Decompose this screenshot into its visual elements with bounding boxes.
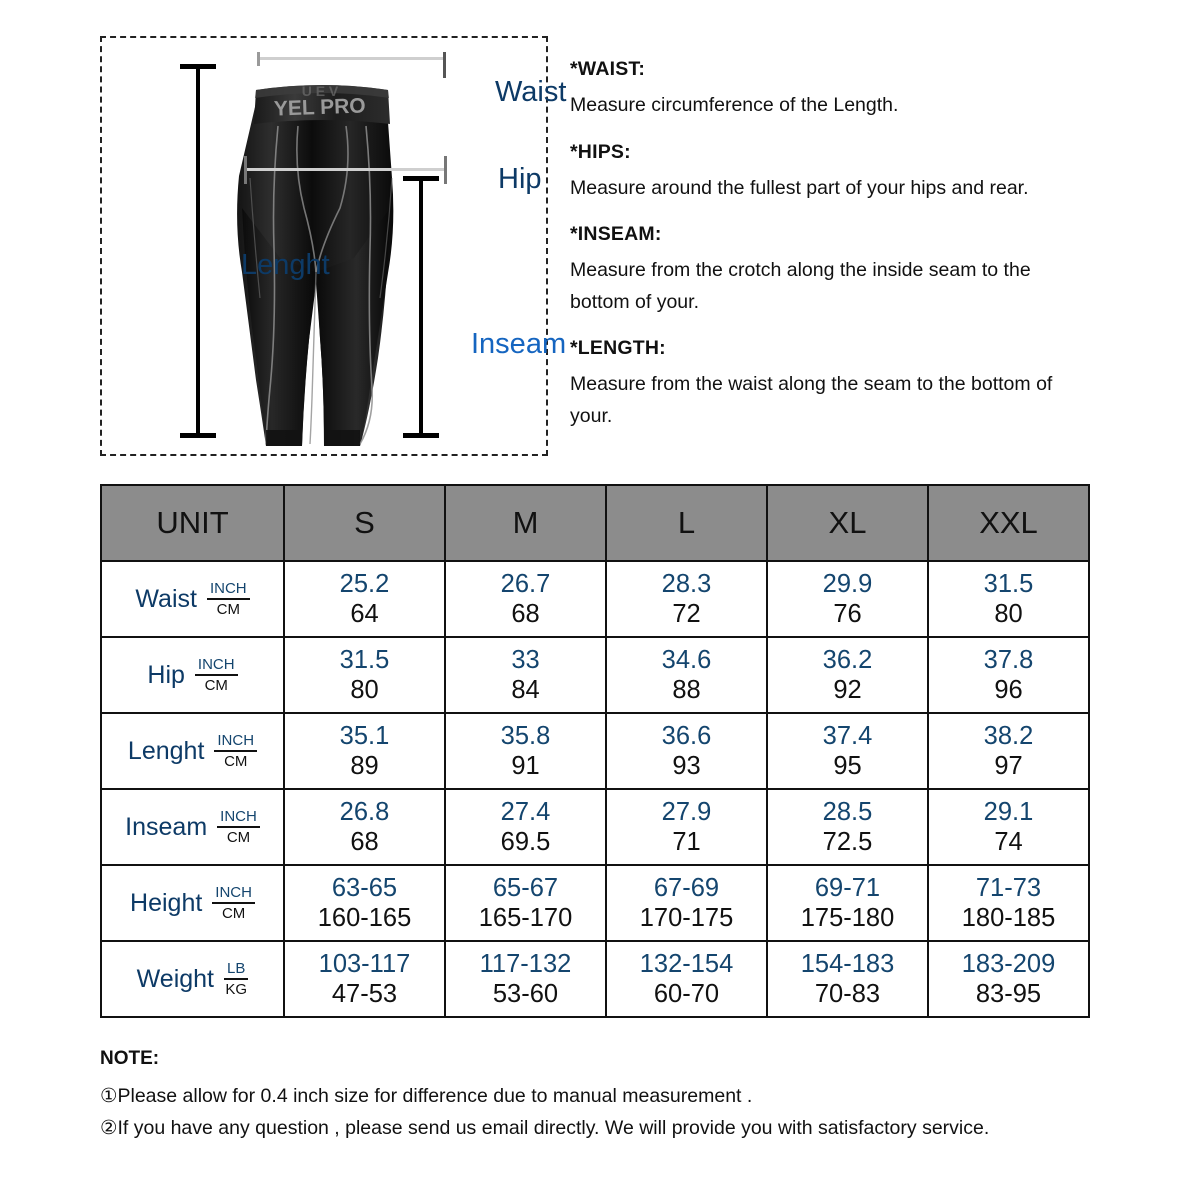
row-label: Lenght <box>127 736 205 765</box>
table-body <box>101 561 1089 1017</box>
length-measure-bracket <box>180 64 216 438</box>
row-unit-cell <box>101 941 284 1017</box>
waist-guide-tick-right <box>443 52 446 78</box>
table-cell <box>928 941 1089 1017</box>
cell-value-imperial: 65-67 <box>492 873 559 902</box>
cell-value-imperial: 117-132 <box>479 949 572 978</box>
cell-value-metric: 95 <box>833 752 862 780</box>
note-section <box>100 1048 1100 1144</box>
table-cell <box>606 789 767 865</box>
table-cell <box>767 713 928 789</box>
instruction-body: Measure from the crotch along the inside seam to the bottom of your. <box>570 259 1031 313</box>
unit-denominator: CM <box>221 904 246 922</box>
instruction-body: Measure from the waist along the seam to the bottom of your. <box>570 373 1053 427</box>
note-title: NOTE: <box>100 1048 160 1069</box>
unit-denominator: CM <box>226 828 251 846</box>
table-cell <box>284 637 445 713</box>
table-cell <box>445 637 606 713</box>
measurement-diagram <box>100 36 567 456</box>
cell-value-metric: 69.5 <box>500 828 551 856</box>
table-cell <box>284 865 445 941</box>
cell-value-metric: 72 <box>672 600 701 628</box>
column-header-xl: XL <box>767 485 928 561</box>
row-unit-cell <box>101 561 284 637</box>
cell-value-metric: 88 <box>672 676 701 704</box>
table-cell <box>928 865 1089 941</box>
cell-value-imperial: 69-71 <box>814 873 881 902</box>
table-cell <box>606 713 767 789</box>
table-cell <box>445 865 606 941</box>
table-cell <box>284 561 445 637</box>
cell-value-imperial: 29.9 <box>822 569 873 598</box>
cell-value-metric: 92 <box>833 676 862 704</box>
table-cell <box>284 789 445 865</box>
unit-fraction <box>212 885 255 922</box>
row-unit-cell <box>101 713 284 789</box>
cell-value-metric: 83-95 <box>975 980 1042 1008</box>
cell-value-metric: 72.5 <box>822 828 873 856</box>
instruction-block-hips <box>570 141 1090 205</box>
unit-fraction <box>214 733 257 770</box>
cell-value-metric: 96 <box>994 676 1023 704</box>
row-unit-cell <box>101 865 284 941</box>
top-section <box>0 0 1200 468</box>
row-label: Waist <box>135 584 197 613</box>
instruction-block-inseam <box>570 223 1090 318</box>
table-cell <box>928 789 1089 865</box>
cell-value-imperial: 67-69 <box>653 873 720 902</box>
cell-value-imperial: 29.1 <box>983 797 1034 826</box>
table-cell <box>445 713 606 789</box>
waist-guide-line <box>257 57 446 60</box>
cell-value-metric: 165-170 <box>478 904 573 932</box>
column-header-m: M <box>445 485 606 561</box>
table-cell <box>606 561 767 637</box>
cell-value-metric: 180-185 <box>961 904 1056 932</box>
table-cell <box>767 561 928 637</box>
cell-value-imperial: 37.4 <box>822 721 873 750</box>
cell-value-metric: 80 <box>350 676 379 704</box>
cell-value-imperial: 25.2 <box>339 569 390 598</box>
cell-value-metric: 47-53 <box>331 980 398 1008</box>
hip-guide-tick-right <box>444 156 447 184</box>
table-row <box>101 713 1089 789</box>
row-label: Weight <box>136 964 214 993</box>
unit-cell-inner <box>102 657 283 694</box>
instruction-heading: *WAIST: <box>570 58 646 80</box>
cell-value-imperial: 33 <box>511 645 540 674</box>
waistband-brand-text: YEL PRO <box>273 94 367 121</box>
unit-numerator: INCH <box>207 581 250 600</box>
unit-fraction <box>217 809 260 846</box>
instruction-heading: *INSEAM: <box>570 223 662 246</box>
row-unit-cell <box>101 637 284 713</box>
cell-value-imperial: 36.2 <box>822 645 873 674</box>
table-cell <box>928 637 1089 713</box>
unit-denominator: CM <box>224 752 248 770</box>
table-row <box>101 561 1089 637</box>
table-row <box>101 941 1089 1017</box>
diagram-label-waist: Waist <box>495 76 567 108</box>
cell-value-imperial: 26.7 <box>500 569 551 598</box>
cell-value-metric: 53-60 <box>492 980 559 1008</box>
table-cell <box>445 561 606 637</box>
cell-value-metric: 93 <box>672 752 701 780</box>
row-label: Hip <box>147 660 185 689</box>
size-chart-table <box>100 484 1090 1018</box>
unit-fraction <box>224 961 248 998</box>
cell-value-metric: 89 <box>350 752 379 780</box>
table-header-row <box>101 485 1089 561</box>
table-cell <box>284 941 445 1017</box>
unit-numerator: INCH <box>212 885 255 904</box>
cell-value-imperial: 132-154 <box>639 949 734 978</box>
cell-value-metric: 71 <box>672 828 701 856</box>
cell-value-imperial: 31.5 <box>339 645 390 674</box>
cell-value-metric: 70-83 <box>814 980 881 1008</box>
unit-cell-inner <box>102 581 283 618</box>
hip-guide-line <box>244 168 447 171</box>
cell-value-imperial: 36.6 <box>661 721 712 750</box>
table-row <box>101 637 1089 713</box>
table-cell <box>928 713 1089 789</box>
table-cell <box>606 941 767 1017</box>
svg-text:U E V: U E V <box>301 83 339 99</box>
cell-value-imperial: 183-209 <box>961 949 1056 978</box>
cell-value-metric: 76 <box>833 600 862 628</box>
cell-value-metric: 91 <box>511 752 540 780</box>
table-cell <box>767 865 928 941</box>
table-cell <box>767 637 928 713</box>
instruction-body: Measure circumference of the Length. <box>570 94 899 116</box>
cell-value-imperial: 103-117 <box>318 949 411 978</box>
cell-value-metric: 68 <box>511 600 540 628</box>
row-unit-cell <box>101 789 284 865</box>
cell-value-metric: 160-165 <box>317 904 412 932</box>
table-cell <box>445 789 606 865</box>
cell-value-metric: 97 <box>994 752 1023 780</box>
column-header-l: L <box>606 485 767 561</box>
waist-guide-tick-left <box>257 52 260 66</box>
instruction-block-length <box>570 337 1090 432</box>
column-header-s: S <box>284 485 445 561</box>
unit-numerator: INCH <box>214 733 257 752</box>
column-header-unit: UNIT <box>101 485 284 561</box>
cell-value-imperial: 27.4 <box>500 797 551 826</box>
unit-denominator: KG <box>225 980 248 998</box>
unit-cell-inner <box>102 961 283 998</box>
note-line-2: ②If you have any question , please send us email directly. We will provide you with satisfactory service. <box>100 1117 990 1140</box>
cell-value-imperial: 35.1 <box>339 721 390 750</box>
hip-guide-tick-left <box>244 156 247 184</box>
diagram-label-hip: Hip <box>498 163 542 195</box>
table-header <box>101 485 1089 561</box>
unit-cell-inner <box>102 733 283 770</box>
cell-value-imperial: 28.5 <box>822 797 873 826</box>
unit-denominator: CM <box>204 676 228 694</box>
cell-value-imperial: 71-73 <box>975 873 1042 902</box>
cell-value-imperial: 31.5 <box>983 569 1034 598</box>
instruction-body: Measure around the fullest part of your hips and rear. <box>570 176 1029 199</box>
cell-value-metric: 64 <box>350 600 379 628</box>
table-cell <box>928 561 1089 637</box>
table-row <box>101 865 1089 941</box>
cell-value-imperial: 26.8 <box>339 797 390 826</box>
cell-value-imperial: 35.8 <box>500 721 551 750</box>
cell-value-imperial: 27.9 <box>661 797 712 826</box>
table-cell <box>445 941 606 1017</box>
cell-value-imperial: 154-183 <box>800 949 895 978</box>
unit-numerator: LB <box>224 961 248 980</box>
diagram-label-length: Lenght <box>241 249 330 281</box>
cell-value-metric: 175-180 <box>800 904 895 932</box>
cell-value-imperial: 28.3 <box>661 569 712 598</box>
unit-cell-inner <box>102 885 283 922</box>
unit-fraction <box>207 581 250 618</box>
row-label: Inseam <box>125 812 208 841</box>
cell-value-metric: 80 <box>994 600 1023 628</box>
cell-value-metric: 74 <box>994 828 1023 856</box>
table-cell <box>767 789 928 865</box>
unit-numerator: INCH <box>217 809 260 828</box>
bracket-stem <box>196 64 200 438</box>
instruction-block-waist <box>570 58 1090 122</box>
table-cell <box>606 865 767 941</box>
cell-value-metric: 170-175 <box>639 904 734 932</box>
inseam-measure-bracket <box>403 176 439 438</box>
instruction-heading: *LENGTH: <box>570 337 666 360</box>
bracket-cap-bottom <box>180 433 216 438</box>
bracket-cap-bottom <box>403 433 439 438</box>
cell-value-metric: 84 <box>511 676 540 704</box>
cell-value-imperial: 38.2 <box>983 721 1034 750</box>
instruction-heading: *HIPS: <box>570 140 631 163</box>
column-header-xxl: XXL <box>928 485 1089 561</box>
note-line-1: ①Please allow for 0.4 inch size for difference due to manual measurement . <box>100 1085 753 1107</box>
table-cell <box>606 637 767 713</box>
cell-value-metric: 60-70 <box>653 980 720 1008</box>
unit-cell-inner <box>102 809 283 846</box>
cell-value-metric: 68 <box>350 828 379 856</box>
measurement-instructions <box>570 58 1090 451</box>
cell-value-imperial: 34.6 <box>661 645 712 674</box>
table-cell <box>767 941 928 1017</box>
bracket-stem <box>419 176 423 438</box>
row-label: Height <box>130 888 203 917</box>
table-row <box>101 789 1089 865</box>
unit-numerator: INCH <box>195 657 238 676</box>
unit-denominator: CM <box>216 600 240 618</box>
cell-value-imperial: 37.8 <box>983 645 1034 674</box>
cell-value-imperial: 63-65 <box>331 873 398 902</box>
table-cell <box>284 713 445 789</box>
unit-fraction <box>195 657 238 694</box>
diagram-label-inseam: Inseam <box>471 328 567 360</box>
